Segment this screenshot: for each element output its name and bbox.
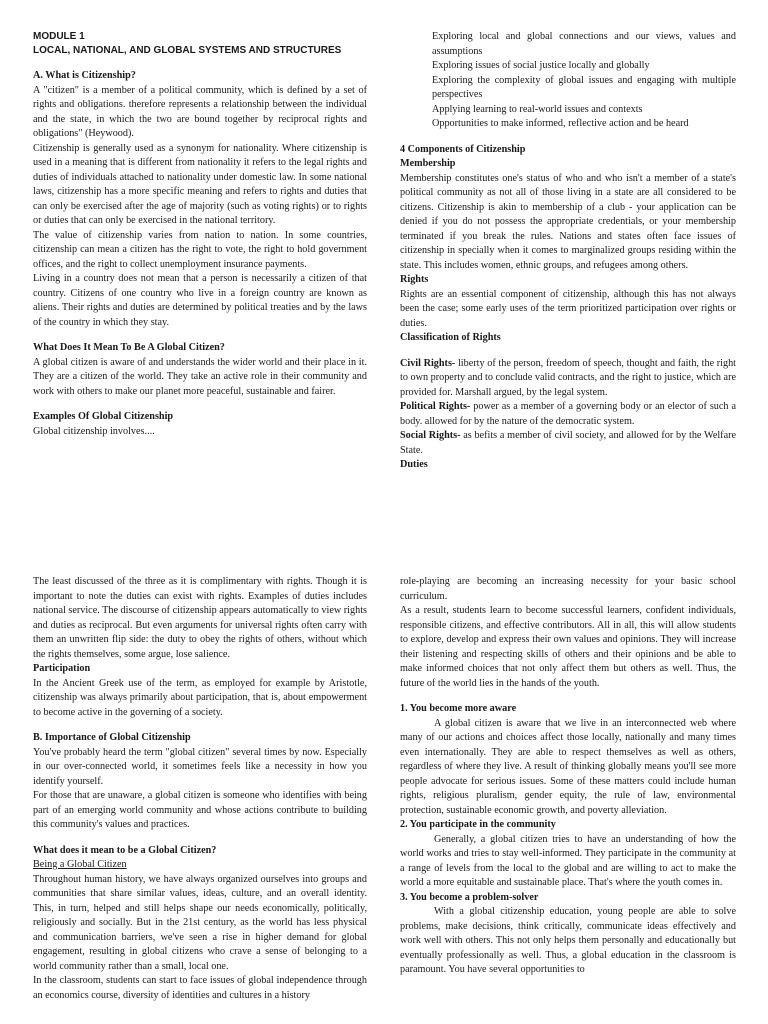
list-item: Exploring local and global connections and our views, values and assumptions bbox=[432, 31, 736, 57]
section-b-paragraph: For those that are unaware, a global citizen is someone who identifies with being part of an emerging world community and whose actions contribute to building this community's values and practices. bbox=[33, 790, 367, 830]
participation-title: Participation bbox=[33, 663, 91, 674]
meaning-heading: What does it mean to be a Global Citizen? bbox=[33, 844, 217, 856]
benefit-title: 1. You become more aware bbox=[400, 703, 517, 714]
section-a-paragraph: Living in a country does not mean that a person is necessarily a citizen of that country. Citizens of one country who live in a foreign country are known as aliens. Their rights and duties are determined by political treaties and by the laws of the country in which they stay. bbox=[33, 273, 367, 328]
rights-paragraph: Rights are an essential component of citizenship, although this has not always been the case; some early uses of the term prioritized participation over rights or duties. bbox=[400, 288, 736, 329]
being-global-citizen-title: Being a Global Citizen bbox=[33, 859, 127, 870]
list-item: Applying learning to real-world issues and contexts bbox=[432, 103, 643, 115]
civil-rights-label: Civil Rights- bbox=[400, 357, 456, 369]
column-top-left bbox=[33, 30, 367, 439]
civil-rights-paragraph bbox=[400, 357, 736, 401]
global-citizen-paragraph: A global citizen is aware of and understands the wider world and their place in it. They are a citizen of the world. They take an active role in their community and work with others to make our planet more peaceful, sustainable and fairer. bbox=[33, 356, 367, 397]
classification-heading: Classification of Rights bbox=[400, 332, 501, 343]
benefit-paragraph: With a global citizenship education, young people are able to solve problems, make decisions, think critically, communicate ideas effectively and work well with others. This not only helps them personally and educationally but eventually professionally as well. Thus, a global education in the classroom is paramount. You have several opportunities to bbox=[400, 906, 736, 975]
list-item: Exploring issues of social justice locally and globally bbox=[432, 60, 650, 71]
participation-paragraph: In the Ancient Greek use of the term, as employed for example by Aristotle, citizenship was always primarily about participation, that is, about empowerment to become active in the governing of a society. bbox=[33, 677, 367, 718]
benefit-paragraph: Generally, a global citizen tries to have an understanding of how the world works and tries to stay well-informed. They participate in the community at a range of levels from the local to the global and are willing to act to make the world a more equitable and sustainable place. That's where the youth comes in. bbox=[400, 833, 736, 888]
column-top-right bbox=[400, 30, 736, 473]
benefit-title: 2. You participate in the community bbox=[400, 819, 556, 830]
section-a-paragraph: Citizenship is generally used as a synonym for nationality. Where citizenship is used in a meaning that is different from nationality it refers to the legal rights and duties of individuals attached to nationality under domestic law. In some national laws, citizenship has a more specific meaning and refers to rights and duties that can only be exercised after the age of majority (such as voting rights) or to rights or duties that can only be exercised in the national territory. bbox=[33, 142, 367, 226]
section-b-paragraph: role-playing are becoming an increasing necessity for your basic school curriculum. bbox=[400, 576, 736, 602]
duties-paragraph: The least discussed of the three as it is complimentary with rights. Though it is important to note the duties can exist with rights. Examples of duties includes national service. The discourse of citizenship appears automatically to view rights and duties as reciprocal. But even arguments for universal rights often carry with them an unwritten flip side: the duty to obey the rights of others, without which the rights themselves, some argue, lose salience. bbox=[33, 576, 367, 660]
column-bottom-right bbox=[400, 575, 736, 978]
membership-paragraph: Membership constitutes one's status of who and who isn't a member of a state's political community as not all of those living in a state are all considered to be citizens. Citizenship is akin to membership of a club - your application can be denied if you do not possess the appropriate credentials, or your membership terminated if you break the rules. Nations and states often face issues of citizenship in specially when it comes to marginalized groups residing within the state. This includes women, ethnic groups, and refugees among others. bbox=[400, 172, 736, 271]
section-a-paragraph: The value of citizenship varies from nation to nation. In some countries, citizenship can mean a citizen has the right to vote, the right to hold government offices, and the right to collect unemployment insurance payments. bbox=[33, 229, 367, 270]
social-rights-paragraph bbox=[400, 429, 736, 458]
examples-heading: Examples Of Global Citizenship bbox=[33, 411, 174, 422]
section-b-paragraph: You've probably heard the term "global citizen" several times by now. Especially in our over-connected world, it sometimes feels like a necessity in how you identify yourself. bbox=[33, 746, 367, 787]
components-heading: 4 Components of Citizenship bbox=[400, 143, 526, 155]
benefit-title: 3. You become a problem-solver bbox=[400, 891, 539, 903]
examples-list bbox=[432, 30, 736, 132]
section-b-paragraph: Throughout human history, we have always organized ourselves into groups and communities that share similar values, ideas, culture, and an overall identity. This, in turn, helped and still helps shape our needs economically, politically, religiously and socially. But in the 21st century, as the world has less physical and communication barriers, we've seen a rise in higher demand for global engagement, resulting in global citizens who crave a sense of belonging to a world community rather than a small, local one. bbox=[33, 873, 367, 972]
column-bottom-left bbox=[33, 575, 367, 1003]
examples-intro: Global citizenship involves.... bbox=[33, 425, 155, 437]
benefit-paragraph: A global citizen is aware that we live in an interconnected web where many of our actions and choices affect those locally, nationally and many times even internationally. They are able to respect themselves as well as others, regardless of where they live. A result of thinking globally means you'll see more people advocate for serious issues. Some of these matters could include human rights, religious pluralism, gender equity, the rule of law, environmental protection, sustainable economic growth, and poverty alleviation. bbox=[400, 717, 736, 816]
section-a-paragraph: A "citizen" is a member of a political community, which is defined by a set of rights and obligations. therefore represents a relationship between the individual and the state, in which the two are bound together by reciprocal rights and obligations" (Heywood). bbox=[33, 84, 367, 139]
list-item: Opportunities to make informed, reflective action and be heard bbox=[432, 118, 689, 129]
duties-title: Duties bbox=[400, 459, 428, 470]
list-item: Exploring the complexity of global issues and engaging with multiple perspectives bbox=[432, 74, 736, 100]
global-citizen-heading: What Does It Mean To Be A Global Citizen? bbox=[33, 342, 225, 353]
module-number: MODULE 1 bbox=[33, 31, 85, 42]
section-b-paragraph: As a result, students learn to become successful learners, confident individuals, responsible citizens, and effective contributors. All in all, this will allow students to explore, develop and express their own values and opinions. They will increase their listening and respecting skills of others and their opinions and be able to make informed choices that not only affect them but others as well. Thus, the future of the world lies in the hands of the youth. bbox=[400, 605, 736, 689]
political-rights-text: power as a member of a governing body or an elector of such a body. allowed for by the nature of the democratic system. bbox=[400, 401, 737, 427]
political-rights-label: Political Rights- bbox=[400, 401, 471, 412]
module-title: LOCAL, NATIONAL, AND GLOBAL SYSTEMS AND STRUCTURES bbox=[33, 45, 342, 56]
social-rights-label: Social Rights- bbox=[400, 430, 461, 441]
section-b-paragraph: In the classroom, students can start to face issues of global independence through an economics course, diversity of identities and cultures in a history bbox=[33, 975, 367, 1001]
political-rights-paragraph bbox=[400, 400, 736, 429]
section-b-heading: B. Importance of Global Citizenship bbox=[33, 732, 191, 743]
civil-rights-text: liberty of the person, freedom of speech, thought and faith, the right to own property and to conclude valid contracts, and the right to justice, which are provided for. Marshall argued, by the legal system. bbox=[400, 357, 736, 398]
rights-title: Rights bbox=[400, 274, 429, 285]
membership-title: Membership bbox=[400, 158, 456, 169]
section-a-heading: A. What is Citizenship? bbox=[33, 70, 136, 81]
social-rights-text: as befits a member of civil society, and allowed for by the Welfare State. bbox=[400, 430, 736, 456]
